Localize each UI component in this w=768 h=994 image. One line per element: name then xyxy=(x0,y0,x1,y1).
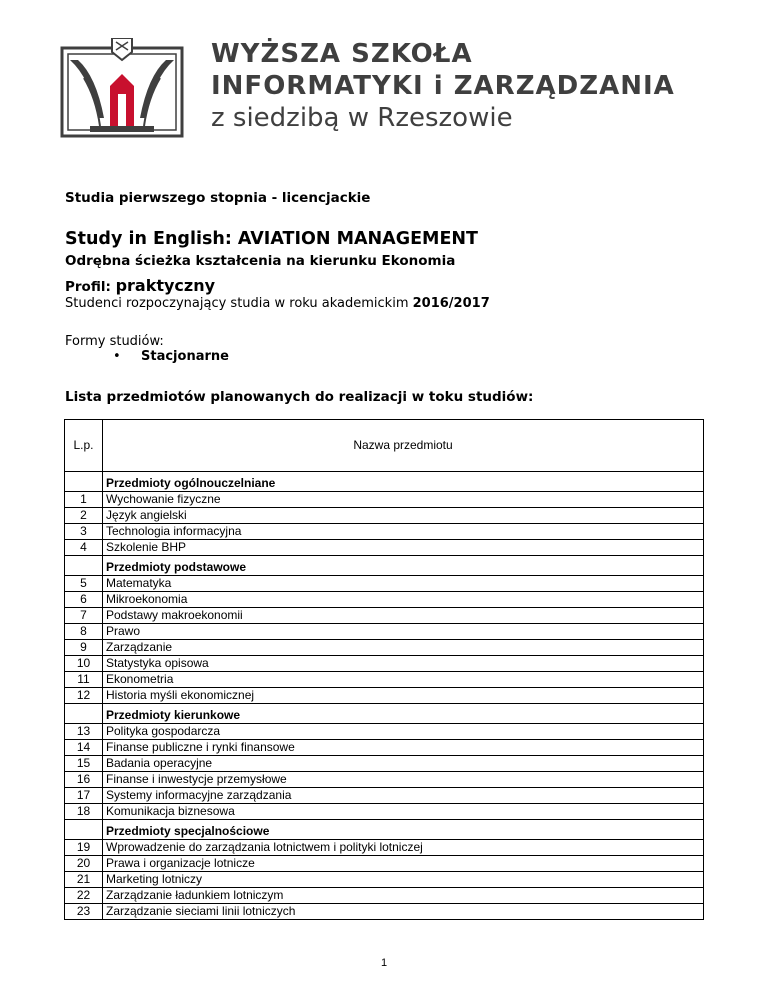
subject-name: Zarządzanie xyxy=(103,640,704,656)
table-row xyxy=(65,672,704,688)
profile-label: Profil: xyxy=(65,279,116,295)
forms-item xyxy=(113,349,229,364)
table-row xyxy=(65,524,704,540)
row-number: 20 xyxy=(65,856,103,872)
row-number: 14 xyxy=(65,740,103,756)
subject-name: Polityka gospodarcza xyxy=(103,724,704,740)
subject-name: Marketing lotniczy xyxy=(103,872,704,888)
university-name-line3: z siedzibą w Rzeszowie xyxy=(211,103,513,133)
subject-name: Mikroekonomia xyxy=(103,592,704,608)
study-level: Studia pierwszego stopnia - licencjackie xyxy=(65,190,371,206)
table-row xyxy=(65,656,704,672)
column-header-name: Nazwa przedmiotu xyxy=(103,420,704,472)
table-row xyxy=(65,788,704,804)
subject-name: Zarządzanie sieciami linii lotniczych xyxy=(103,904,704,920)
row-number: 17 xyxy=(65,788,103,804)
table-row xyxy=(65,888,704,904)
subject-name: Badania operacyjne xyxy=(103,756,704,772)
row-number: 10 xyxy=(65,656,103,672)
profile-value: praktyczny xyxy=(115,276,216,295)
subject-name: Matematyka xyxy=(103,576,704,592)
row-number: 2 xyxy=(65,508,103,524)
students-prefix: Studenci rozpoczynający studia w roku akademickim xyxy=(65,296,413,311)
table-row xyxy=(65,756,704,772)
table-row xyxy=(65,740,704,756)
row-number: 9 xyxy=(65,640,103,656)
subject-name: Statystyka opisowa xyxy=(103,656,704,672)
subject-name: Język angielski xyxy=(103,508,704,524)
row-number: 23 xyxy=(65,904,103,920)
subject-name: Komunikacja biznesowa xyxy=(103,804,704,820)
section-header-row xyxy=(65,476,704,492)
column-header-lp: L.p. xyxy=(65,420,103,472)
subject-name: Ekonometria xyxy=(103,672,704,688)
table-row xyxy=(65,624,704,640)
section-name: Przedmioty ogólnouczelniane xyxy=(103,476,704,492)
study-profile xyxy=(65,276,215,295)
table-row xyxy=(65,540,704,556)
page-number: 1 xyxy=(380,957,388,969)
subject-name: Finanse i inwestycje przemysłowe xyxy=(103,772,704,788)
bullet-icon: • xyxy=(113,349,121,364)
row-number: 6 xyxy=(65,592,103,608)
row-number: 1 xyxy=(65,492,103,508)
subject-name: Podstawy makroekonomii xyxy=(103,608,704,624)
subject-name: Wychowanie fizyczne xyxy=(103,492,704,508)
section-name: Przedmioty kierunkowe xyxy=(103,708,704,724)
subject-name: Finanse publiczne i rynki finansowe xyxy=(103,740,704,756)
table-row xyxy=(65,492,704,508)
row-number: 12 xyxy=(65,688,103,704)
section-header-row xyxy=(65,708,704,724)
row-number: 18 xyxy=(65,804,103,820)
program-title: Study in English: AVIATION MANAGEMENT xyxy=(65,229,478,249)
section-header-row xyxy=(65,560,704,576)
table-row xyxy=(65,772,704,788)
subjects-list-heading: Lista przedmiotów planowanych do realizacji w toku studiów: xyxy=(65,389,534,405)
university-name xyxy=(211,38,675,134)
row-number: 11 xyxy=(65,672,103,688)
forms-label: Formy studiów: xyxy=(65,334,164,349)
table-header-row xyxy=(65,420,704,472)
university-name-line1: WYŻSZA SZKOŁA xyxy=(211,39,473,69)
study-path: Odrębna ścieżka kształcenia na kierunku Ekonomia xyxy=(65,253,456,269)
subject-name: Historia myśli ekonomicznej xyxy=(103,688,704,704)
table-row xyxy=(65,592,704,608)
table-row xyxy=(65,872,704,888)
table-row xyxy=(65,688,704,704)
row-number: 5 xyxy=(65,576,103,592)
row-number: 22 xyxy=(65,888,103,904)
table-row xyxy=(65,804,704,820)
subject-name: Systemy informacyjne zarządzania xyxy=(103,788,704,804)
table-row xyxy=(65,904,704,920)
table-row xyxy=(65,840,704,856)
row-number: 8 xyxy=(65,624,103,640)
row-number: 3 xyxy=(65,524,103,540)
row-number: 19 xyxy=(65,840,103,856)
students-info xyxy=(65,296,490,311)
section-name: Przedmioty specjalnościowe xyxy=(103,824,704,840)
subject-name: Wprowadzenie do zarządzania lotnictwem i polityki lotniczej xyxy=(103,840,704,856)
academic-year: 2016/2017 xyxy=(412,296,490,311)
subject-name: Prawo xyxy=(103,624,704,640)
section-header-row xyxy=(65,824,704,840)
table-row xyxy=(65,608,704,624)
row-number: 4 xyxy=(65,540,103,556)
table-row xyxy=(65,576,704,592)
university-name-line2: INFORMATYKI i ZARZĄDZANIA xyxy=(211,71,675,101)
university-logo xyxy=(60,38,184,140)
row-number: 21 xyxy=(65,872,103,888)
row-number: 13 xyxy=(65,724,103,740)
row-number: 16 xyxy=(65,772,103,788)
row-number: 15 xyxy=(65,756,103,772)
subject-name: Prawa i organizacje lotnicze xyxy=(103,856,704,872)
section-name: Przedmioty podstawowe xyxy=(103,560,704,576)
subjects-table xyxy=(64,419,704,920)
table-row xyxy=(65,640,704,656)
table-row xyxy=(65,724,704,740)
table-row xyxy=(65,508,704,524)
forms-item-text: Stacjonarne xyxy=(141,349,229,364)
row-number: 7 xyxy=(65,608,103,624)
table-row xyxy=(65,856,704,872)
subject-name: Szkolenie BHP xyxy=(103,540,704,556)
subject-name: Zarządzanie ładunkiem lotniczym xyxy=(103,888,704,904)
subject-name: Technologia informacyjna xyxy=(103,524,704,540)
